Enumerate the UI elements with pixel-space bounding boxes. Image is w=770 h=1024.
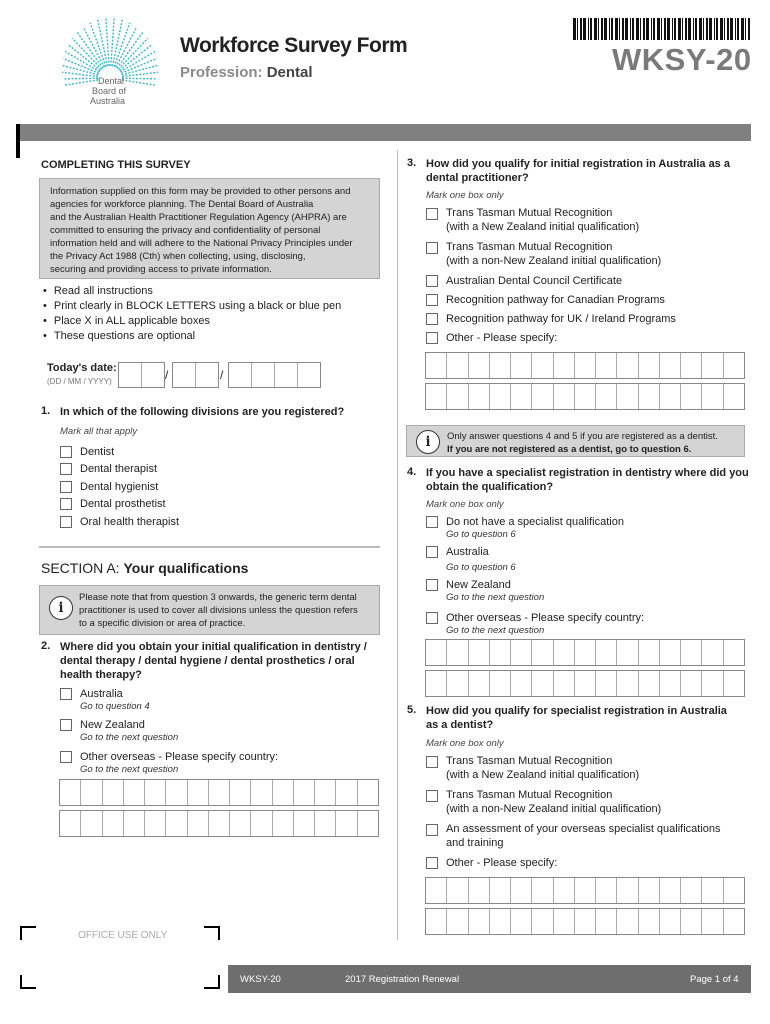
q1-text: In which of the following divisions are you registered? (60, 406, 345, 418)
barcode-bar (588, 18, 589, 40)
section-a-info (39, 585, 380, 635)
q1-option-row (60, 478, 179, 496)
q3-checkbox-6[interactable] (426, 332, 438, 344)
q2-checkbox-australia[interactable] (60, 688, 72, 700)
section-a-heading (41, 560, 248, 576)
goto-instruction: Go to the next question (446, 625, 545, 636)
instructions-list (43, 284, 341, 344)
office-corner-tl (20, 926, 36, 940)
option-sublabel: (with a New Zealand initial qualification) (446, 221, 640, 233)
privacy-line: committed to ensuring the privacy and confidentiality of personal (50, 225, 321, 236)
barcode-bar (615, 18, 618, 40)
barcode-bar (727, 18, 729, 40)
q4-line: obtain the qualification? (426, 481, 554, 493)
logo-ray (122, 65, 158, 75)
q4-text (426, 466, 749, 494)
logo-ray (122, 80, 155, 85)
q3-option-6 (426, 331, 557, 345)
q2-checkbox-nz[interactable] (60, 719, 72, 731)
option-label: Dental prosthetist (80, 498, 166, 511)
q1-option-row (60, 496, 179, 514)
q4-checkbox-overseas[interactable] (426, 612, 438, 624)
footer-bar (228, 965, 751, 993)
option-label: New Zealand (446, 579, 511, 591)
goto-instruction: Go to the next question (80, 764, 179, 775)
q4-note: Mark one box only (426, 499, 504, 510)
logo-ray (65, 80, 98, 85)
date-separator: / (165, 368, 169, 382)
q4-country-field-2[interactable] (425, 670, 745, 697)
q4-option-1 (426, 515, 624, 540)
barcode-bar (737, 18, 739, 40)
office-corner-br (204, 975, 220, 989)
barcode-bar (598, 18, 599, 40)
date-separator: / (220, 368, 224, 382)
info-line: practitioner is used to cover all divisions unless the question refers (79, 605, 358, 616)
goto-instruction: Go to the next question (446, 592, 545, 603)
q3-option-2 (426, 240, 661, 268)
barcode-bar (667, 18, 670, 40)
q2-country-field-1[interactable] (59, 779, 379, 806)
option-sublabel: and training (446, 837, 504, 849)
instruction-item: • Place X in ALL applicable boxes (43, 314, 341, 329)
q5-specify-field-1[interactable] (425, 877, 745, 904)
q1-checkbox-dentist[interactable] (60, 446, 72, 458)
q4-checkbox-australia[interactable] (426, 546, 438, 558)
logo-text-3: Australia (90, 96, 126, 106)
q1-number: 1. (41, 405, 51, 417)
barcode-bar (730, 18, 733, 40)
logo-ray (77, 32, 103, 68)
barcode-bar (590, 18, 592, 40)
info-line: Please note that from question 3 onwards, the generic term dental (79, 592, 357, 603)
barcode (573, 18, 753, 40)
option-label: Trans Tasman Mutual Recognition (446, 241, 613, 253)
q2-option-australia (60, 687, 150, 712)
q3-option-4 (426, 293, 665, 307)
section-a-prefix: SECTION A: (41, 560, 120, 576)
q3-line: How did you qualify for initial registration in Australia as a (426, 158, 730, 170)
q4-option-4 (426, 611, 644, 636)
option-label: Dentist (80, 445, 115, 458)
barcode-bar (580, 18, 582, 40)
privacy-line: the Privacy Act 1988 (Cth) when collecting, using, disclosing, (50, 251, 306, 262)
instruction-item: • Read all instructions (43, 284, 341, 299)
barcode-bar (674, 18, 676, 40)
logo-text-1: Dental (98, 76, 125, 86)
office-use-label: OFFICE USE ONLY (78, 930, 168, 941)
q3-checkbox-4[interactable] (426, 294, 438, 306)
barcode-bar (703, 18, 704, 40)
q3-checkbox-2[interactable] (426, 242, 438, 254)
instruction-item: • Print clearly in BLOCK LETTERS using a black or blue pen (43, 299, 341, 314)
barcode-bar (735, 18, 736, 40)
option-label: Recognition pathway for Canadian Programs (446, 294, 665, 306)
barcode-bar (646, 18, 649, 40)
barcode-bar (657, 18, 660, 40)
barcode-bar (664, 18, 666, 40)
logo-ray (122, 78, 157, 79)
logo-text-2: Board of (92, 86, 127, 96)
q5-specify-field-2[interactable] (425, 908, 745, 935)
q4-country-field-1[interactable] (425, 639, 745, 666)
column-divider (397, 150, 398, 940)
privacy-line: agencies for workforce planning. The Dental Board of Australia (50, 199, 314, 210)
q4-checkbox-none[interactable] (426, 516, 438, 528)
dentist-info-box (406, 425, 745, 457)
barcode-bar (748, 18, 750, 40)
q5-checkbox-3[interactable] (426, 824, 438, 836)
barcode-bar (625, 18, 628, 40)
dental-board-logo (58, 6, 162, 106)
option-sublabel: (with a non-New Zealand initial qualification) (446, 255, 662, 267)
office-corner-bl (20, 975, 36, 989)
form-code: WKSY-20 (612, 42, 752, 77)
q1-option-row (60, 461, 179, 479)
logo-ray (68, 45, 101, 71)
barcode-bar (709, 18, 712, 40)
q3-checkbox-3[interactable] (426, 275, 438, 287)
barcode-bar (619, 18, 620, 40)
option-label: Australia (80, 688, 123, 700)
barcode-bar (716, 18, 718, 40)
barcode-bar (724, 18, 725, 40)
q2-checkbox-overseas[interactable] (60, 751, 72, 763)
option-sublabel: (with a non-New Zealand initial qualification) (446, 803, 662, 815)
logo-ray (62, 72, 98, 76)
logo-ray (117, 32, 143, 68)
date-year-field[interactable] (228, 362, 321, 388)
goto-instruction: Go to the next question (80, 732, 179, 743)
barcode-bar (609, 18, 610, 40)
option-label: Do not have a specialist qualification (446, 516, 624, 528)
logo-ray (63, 78, 98, 79)
option-label: An assessment of your overseas specialist qualifications (446, 823, 721, 835)
barcode-bar (720, 18, 723, 40)
q5-line: as a dentist? (426, 719, 494, 731)
q2-line: Where did you obtain your initial qualification in dentistry / (60, 641, 367, 653)
option-label: Other - Please specify: (446, 332, 558, 344)
q1-checkbox-oral-health[interactable] (60, 516, 72, 528)
barcode-bar (601, 18, 603, 40)
q2-country-field-2[interactable] (59, 810, 379, 837)
q2-number: 2. (41, 640, 51, 652)
footer-code: WKSY-20 (240, 974, 281, 985)
footer-page: Page 1 of 4 (690, 974, 739, 985)
goto-instruction: Go to question 6 (446, 529, 516, 540)
q4-option-3 (426, 578, 544, 603)
q4-option-2 (426, 545, 516, 573)
q1-option-row (60, 443, 179, 461)
barcode-bar (594, 18, 597, 40)
info-line: Only answer questions 4 and 5 if you are registered as a dentist. (447, 431, 718, 442)
q1-option-row (60, 513, 179, 531)
info-line-bold: If you are not registered as a dentist, go to question 6. (447, 444, 692, 455)
logo-ray (119, 45, 152, 71)
q5-option-3 (426, 822, 721, 850)
barcode-bar (643, 18, 645, 40)
q5-checkbox-2[interactable] (426, 790, 438, 802)
option-label: Trans Tasman Mutual Recognition (446, 789, 613, 801)
barcode-bar (714, 18, 715, 40)
info-icon: i (416, 430, 440, 454)
q3-line: dental practitioner? (426, 172, 529, 184)
profession-line (180, 64, 313, 81)
logo-ray (122, 72, 158, 76)
barcode-bar (604, 18, 607, 40)
q3-note: Mark one box only (426, 190, 504, 201)
barcode-bar (577, 18, 578, 40)
barcode-bar (745, 18, 746, 40)
q5-text (426, 704, 727, 732)
info-line: to a specific division or area of practice. (79, 618, 246, 629)
profession-value: Dental (266, 64, 313, 81)
option-label: Other - Please specify: (446, 857, 558, 869)
q5-checkbox-4[interactable] (426, 857, 438, 869)
q4-checkbox-nz[interactable] (426, 579, 438, 591)
option-label: Australian Dental Council Certificate (446, 275, 623, 287)
info-icon: i (49, 596, 73, 620)
barcode-bar (636, 18, 639, 40)
q1-checkbox-hygienist[interactable] (60, 481, 72, 493)
privacy-line: Information supplied on this form may be provided to other persons and (50, 186, 351, 197)
footer-renewal: 2017 Registration Renewal (345, 974, 460, 985)
barcode-bar (651, 18, 652, 40)
option-label: Other overseas - Please specify country: (80, 751, 279, 763)
date-day-field[interactable] (118, 362, 165, 388)
office-corner-tr (204, 926, 220, 940)
privacy-notice (39, 178, 380, 279)
q5-note: Mark one box only (426, 738, 504, 749)
date-format: (DD / MM / YYYY) (47, 377, 112, 386)
date-label: Today's date: (47, 362, 117, 374)
barcode-bar (622, 18, 624, 40)
completing-heading: COMPLETING THIS SURVEY (41, 159, 191, 171)
option-sublabel: (with a New Zealand initial qualification) (446, 769, 640, 781)
q2-text (60, 640, 367, 682)
q3-checkbox-5[interactable] (426, 313, 438, 325)
barcode-bar (630, 18, 631, 40)
barcode-bar (653, 18, 655, 40)
barcode-bar (640, 18, 641, 40)
q1-checkbox-therapist[interactable] (60, 463, 72, 475)
privacy-line: information held and will adhere to the National Privacy Principles under (50, 238, 353, 249)
q5-option-4 (426, 856, 557, 870)
privacy-line: securing and providing access to private information. (50, 264, 272, 275)
barcode-bar (685, 18, 687, 40)
privacy-line: and the Australian Health Practitioner Regulation Agency (AHPRA) are (50, 212, 347, 223)
option-label: Other overseas - Please specify country: (446, 612, 645, 624)
barcode-bar (583, 18, 586, 40)
option-label: Recognition pathway for UK / Ireland Programs (446, 313, 676, 325)
q3-text (426, 157, 730, 185)
goto-instruction: Go to question 6 (446, 562, 516, 573)
form-title: Workforce Survey Form (180, 34, 408, 57)
q2-option-nz (60, 718, 178, 743)
barcode-bar (672, 18, 673, 40)
barcode-bar (682, 18, 683, 40)
q1-checkbox-prosthetist[interactable] (60, 498, 72, 510)
barcode-bar (699, 18, 702, 40)
q3-checkbox-1[interactable] (426, 208, 438, 220)
barcode-bar (741, 18, 744, 40)
q2-option-overseas (60, 750, 278, 775)
profession-label: Profession: (180, 64, 263, 81)
q3-option-3 (426, 274, 622, 288)
q5-line: How did you qualify for specialist registration in Australia (426, 705, 727, 717)
option-label: Trans Tasman Mutual Recognition (446, 207, 613, 219)
q5-checkbox-1[interactable] (426, 756, 438, 768)
q3-specify-field-2[interactable] (425, 383, 745, 410)
q1-options (60, 443, 179, 531)
q5-option-1 (426, 754, 639, 782)
option-label: Australia (446, 546, 489, 558)
barcode-bar (611, 18, 613, 40)
date-month-field[interactable] (172, 362, 219, 388)
barcode-bar (688, 18, 691, 40)
option-label: Oral health therapist (80, 515, 180, 528)
q4-line: If you have a specialist registration in dentistry where did you (426, 467, 749, 479)
logo-ray (62, 65, 98, 75)
q3-option-5 (426, 312, 676, 326)
barcode-bar (678, 18, 681, 40)
barcode-bar (661, 18, 662, 40)
q5-number: 5. (407, 704, 417, 716)
q3-option-1 (426, 206, 639, 234)
option-label: Trans Tasman Mutual Recognition (446, 755, 613, 767)
section-divider (39, 546, 380, 548)
q2-line: dental therapy / dental hygiene / dental prosthetics / oral (60, 655, 355, 667)
barcode-bar (706, 18, 708, 40)
barcode-bar (632, 18, 634, 40)
header-bar (20, 124, 751, 141)
q2-line: health therapy? (60, 669, 142, 681)
q4-number: 4. (407, 466, 417, 478)
option-label: Dental hygienist (80, 480, 159, 493)
option-label: Dental therapist (80, 463, 158, 476)
q3-specify-field-1[interactable] (425, 352, 745, 379)
option-label: New Zealand (80, 719, 145, 731)
barcode-bar (693, 18, 694, 40)
barcode-bar (573, 18, 576, 40)
barcode-bar (695, 18, 697, 40)
q3-number: 3. (407, 157, 417, 169)
q5-option-2 (426, 788, 661, 816)
q1-note: Mark all that apply (60, 426, 138, 437)
goto-instruction: Go to question 4 (80, 701, 150, 712)
section-a-title: Your qualifications (123, 560, 249, 576)
instruction-item: • These questions are optional (43, 329, 341, 344)
